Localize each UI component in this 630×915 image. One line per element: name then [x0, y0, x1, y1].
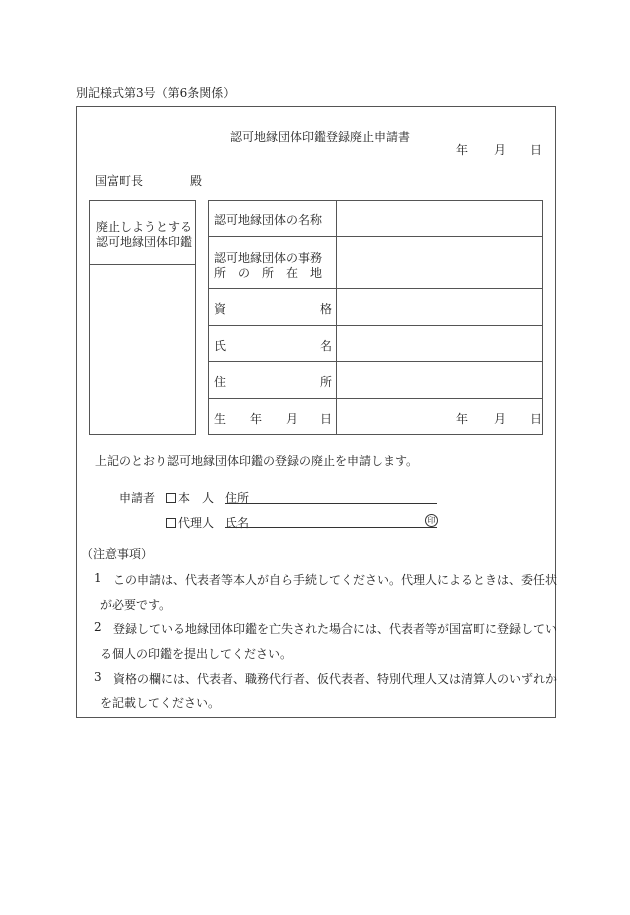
- group-name-field[interactable]: [337, 201, 542, 236]
- seal-mark-icon: 印: [425, 514, 438, 527]
- form-title: 認可地縁団体印鑑登録廃止申請書: [230, 130, 411, 144]
- office-address-field[interactable]: [337, 237, 542, 288]
- address-line[interactable]: [225, 503, 437, 504]
- self-checkbox[interactable]: 本 人: [166, 489, 214, 506]
- person-name-field[interactable]: [337, 326, 542, 361]
- agent-checkbox[interactable]: 代理人: [166, 514, 214, 531]
- address-label: 住所: [225, 491, 250, 505]
- birthdate-field[interactable]: 年 月 日: [456, 412, 543, 426]
- form-number: 別記様式第3号（第6条関係）: [76, 86, 236, 100]
- seal-box-divider: [89, 264, 196, 265]
- name-label: 氏名: [225, 516, 250, 530]
- checkbox-icon: [166, 518, 176, 528]
- name-line[interactable]: [225, 527, 437, 528]
- address-field[interactable]: [337, 362, 542, 398]
- label-group-name: 認可地縁団体の名称: [214, 213, 323, 227]
- statement: 上記のとおり認可地縁団体印鑑の登録の廃止を申請します。: [95, 454, 419, 468]
- qualification-field[interactable]: [337, 289, 542, 325]
- notes-heading: （注意事項）: [81, 547, 154, 561]
- applicant-label: 申請者: [119, 491, 156, 505]
- seal-box-label-1: 廃止しようとする: [96, 220, 193, 234]
- seal-box-label-2: 認可地縁団体印鑑: [96, 235, 193, 249]
- checkbox-icon: [166, 493, 176, 503]
